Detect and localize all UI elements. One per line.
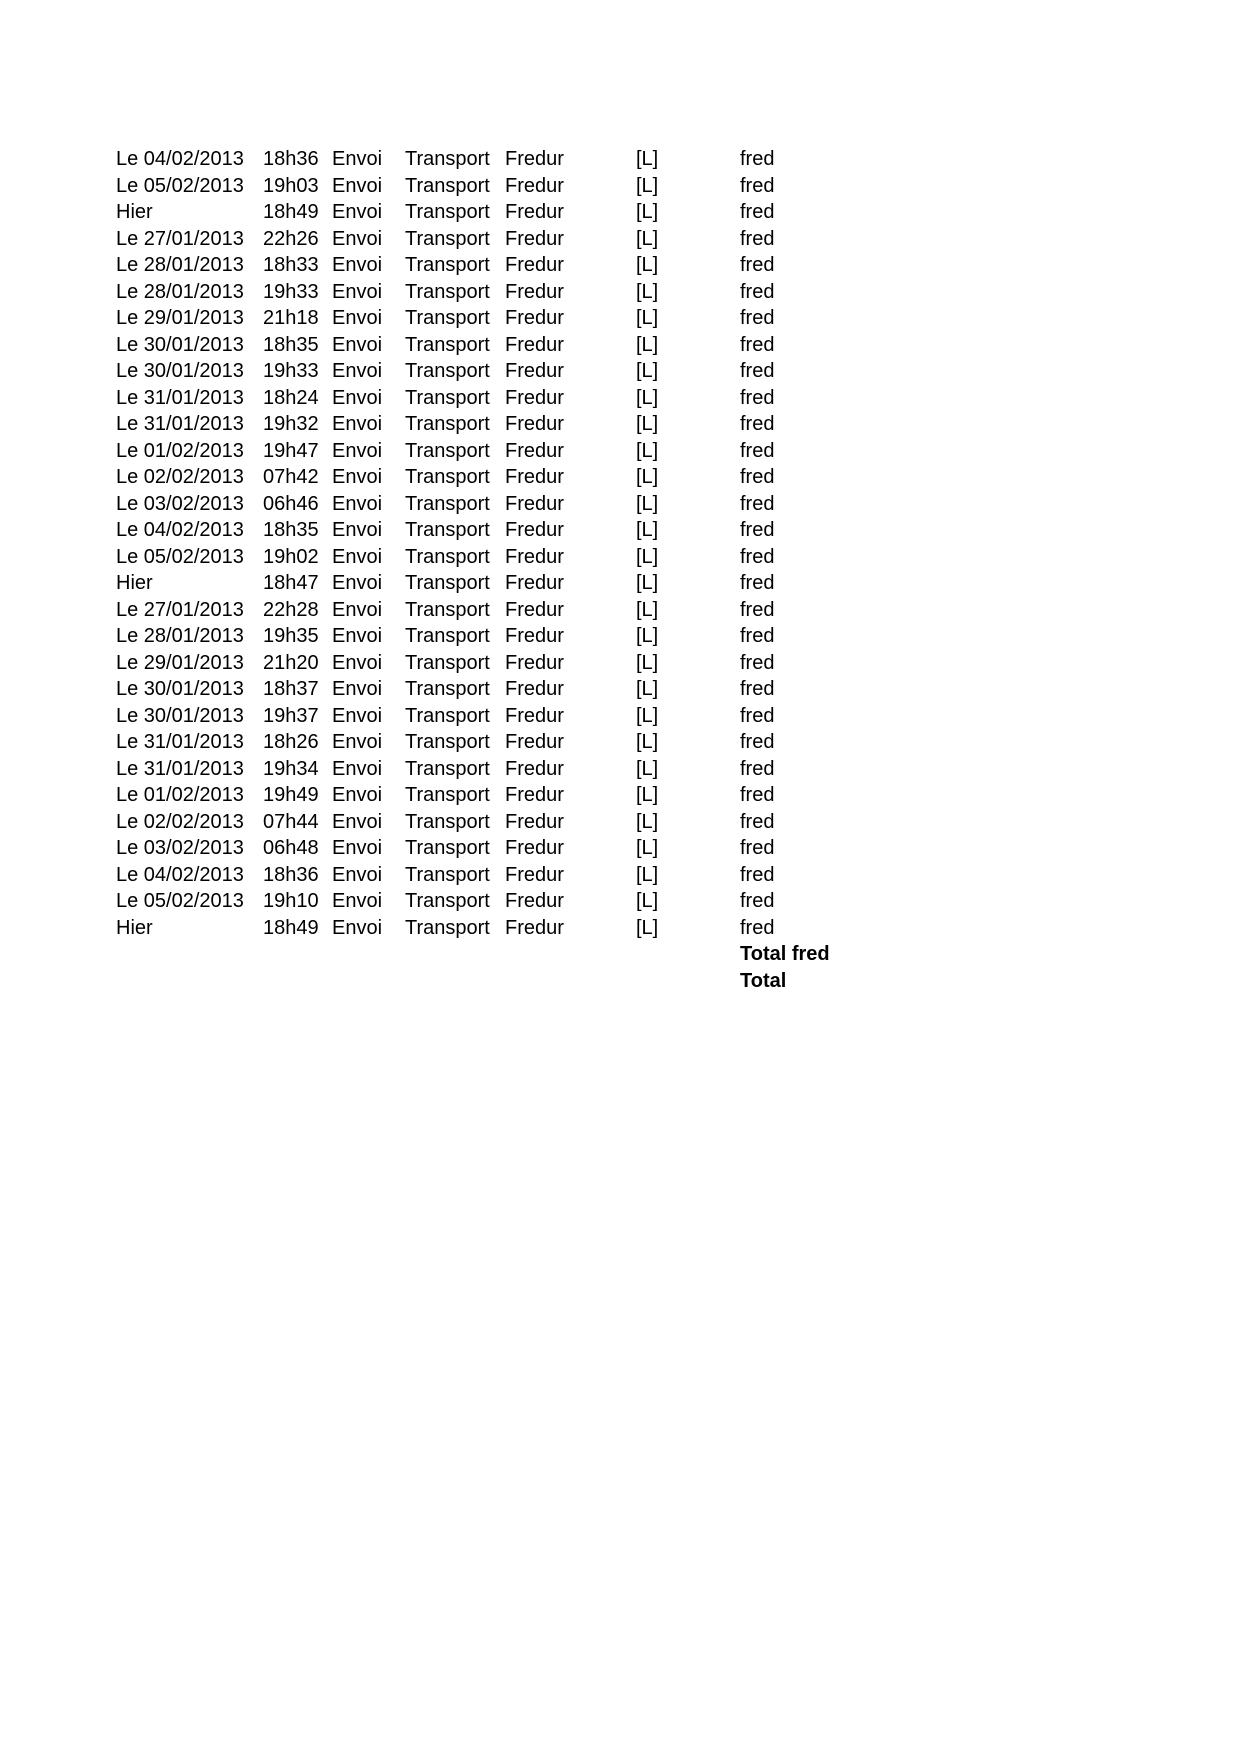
time-cell: 19h10 <box>263 890 319 912</box>
name-cell: Fredur <box>505 360 564 382</box>
name-cell: Fredur <box>505 333 564 356</box>
date-cell: Le 29/01/2013 <box>116 307 244 329</box>
time-cell: 19h34 <box>263 757 319 780</box>
date-cell: Le 30/01/2013 <box>116 704 244 727</box>
name-cell: Fredur <box>505 863 564 886</box>
table-row <box>116 703 916 730</box>
mode-cell: Transport <box>405 651 490 674</box>
time-cell: 19h33 <box>263 360 319 382</box>
name-cell: Fredur <box>505 757 564 780</box>
time-cell: 21h20 <box>263 651 319 674</box>
date-cell: Le 04/02/2013 <box>116 863 244 886</box>
user-cell: fred <box>740 757 775 780</box>
flag-cell: [L] <box>636 863 659 886</box>
flag-cell: [L] <box>636 413 659 435</box>
table-row <box>116 888 916 915</box>
mode-cell: Transport <box>405 148 490 170</box>
date-cell: Hier <box>116 201 153 223</box>
user-cell: fred <box>740 201 775 223</box>
flag-cell: [L] <box>636 360 659 382</box>
flag-cell: [L] <box>636 519 659 541</box>
user-cell: fred <box>740 492 775 515</box>
flag-cell: [L] <box>636 466 659 488</box>
type-cell: Envoi <box>332 916 383 939</box>
type-cell: Envoi <box>332 598 383 621</box>
subtotal-label: Total fred <box>740 943 830 965</box>
time-cell: 19h49 <box>263 784 319 806</box>
date-cell: Le 31/01/2013 <box>116 386 244 409</box>
date-cell: Le 05/02/2013 <box>116 545 244 568</box>
user-cell: fred <box>740 625 775 647</box>
user-cell: fred <box>740 413 775 435</box>
name-cell: Fredur <box>505 227 564 250</box>
type-cell: Envoi <box>332 360 383 382</box>
time-cell: 06h48 <box>263 837 319 859</box>
type-cell: Envoi <box>332 810 383 833</box>
table-row <box>116 226 916 253</box>
table-row <box>116 491 916 518</box>
type-cell: Envoi <box>332 757 383 780</box>
name-cell: Fredur <box>505 201 564 223</box>
time-cell: 07h44 <box>263 810 319 833</box>
table-row <box>116 199 916 226</box>
flag-cell: [L] <box>636 386 659 409</box>
name-cell: Fredur <box>505 678 564 700</box>
type-cell: Envoi <box>332 148 383 170</box>
user-cell: fred <box>740 227 775 250</box>
date-cell: Le 04/02/2013 <box>116 519 244 541</box>
mode-cell: Transport <box>405 572 490 594</box>
user-cell: fred <box>740 174 775 197</box>
type-cell: Envoi <box>332 704 383 727</box>
user-cell: fred <box>740 466 775 488</box>
time-cell: 07h42 <box>263 466 319 488</box>
date-cell: Le 28/01/2013 <box>116 280 244 303</box>
mode-cell: Transport <box>405 704 490 727</box>
mode-cell: Transport <box>405 174 490 197</box>
name-cell: Fredur <box>505 837 564 859</box>
flag-cell: [L] <box>636 784 659 806</box>
time-cell: 18h36 <box>263 148 319 170</box>
flag-cell: [L] <box>636 572 659 594</box>
date-cell: Le 05/02/2013 <box>116 890 244 912</box>
table-row <box>116 332 916 359</box>
user-cell: fred <box>740 863 775 886</box>
user-cell: fred <box>740 545 775 568</box>
name-cell: Fredur <box>505 784 564 806</box>
time-cell: 19h32 <box>263 413 319 435</box>
type-cell: Envoi <box>332 280 383 303</box>
user-cell: fred <box>740 890 775 912</box>
type-cell: Envoi <box>332 174 383 197</box>
name-cell: Fredur <box>505 174 564 197</box>
user-cell: fred <box>740 784 775 806</box>
table-row <box>116 305 916 332</box>
name-cell: Fredur <box>505 439 564 462</box>
name-cell: Fredur <box>505 651 564 674</box>
date-cell: Le 31/01/2013 <box>116 413 244 435</box>
table-row <box>116 862 916 889</box>
flag-cell: [L] <box>636 254 659 276</box>
date-cell: Hier <box>116 572 153 594</box>
user-cell: fred <box>740 519 775 541</box>
name-cell: Fredur <box>505 572 564 594</box>
mode-cell: Transport <box>405 413 490 435</box>
flag-cell: [L] <box>636 890 659 912</box>
type-cell: Envoi <box>332 625 383 647</box>
time-cell: 18h24 <box>263 386 319 409</box>
mode-cell: Transport <box>405 466 490 488</box>
table-row <box>116 782 916 809</box>
type-cell: Envoi <box>332 439 383 462</box>
table-row <box>116 411 916 438</box>
date-cell: Le 27/01/2013 <box>116 227 244 250</box>
mode-cell: Transport <box>405 492 490 515</box>
date-cell: Le 31/01/2013 <box>116 757 244 780</box>
table-row <box>116 729 916 756</box>
name-cell: Fredur <box>505 810 564 833</box>
type-cell: Envoi <box>332 890 383 912</box>
date-cell: Le 30/01/2013 <box>116 360 244 382</box>
name-cell: Fredur <box>505 254 564 276</box>
time-cell: 18h49 <box>263 201 319 223</box>
user-cell: fred <box>740 704 775 727</box>
type-cell: Envoi <box>332 466 383 488</box>
flag-cell: [L] <box>636 280 659 303</box>
type-cell: Envoi <box>332 413 383 435</box>
mode-cell: Transport <box>405 625 490 647</box>
mode-cell: Transport <box>405 916 490 939</box>
flag-cell: [L] <box>636 678 659 700</box>
name-cell: Fredur <box>505 492 564 515</box>
mode-cell: Transport <box>405 784 490 806</box>
time-cell: 18h37 <box>263 678 319 700</box>
mode-cell: Transport <box>405 360 490 382</box>
flag-cell: [L] <box>636 704 659 727</box>
name-cell: Fredur <box>505 890 564 912</box>
date-cell: Le 28/01/2013 <box>116 254 244 276</box>
name-cell: Fredur <box>505 280 564 303</box>
date-cell: Le 27/01/2013 <box>116 598 244 621</box>
flag-cell: [L] <box>636 598 659 621</box>
user-cell: fred <box>740 678 775 700</box>
time-cell: 18h33 <box>263 254 319 276</box>
type-cell: Envoi <box>332 784 383 806</box>
time-cell: 19h03 <box>263 174 319 197</box>
name-cell: Fredur <box>505 386 564 409</box>
flag-cell: [L] <box>636 307 659 329</box>
type-cell: Envoi <box>332 678 383 700</box>
total-row <box>116 968 916 995</box>
date-cell: Le 31/01/2013 <box>116 731 244 753</box>
table-row <box>116 517 916 544</box>
name-cell: Fredur <box>505 598 564 621</box>
flag-cell: [L] <box>636 731 659 753</box>
time-cell: 18h35 <box>263 519 319 541</box>
mode-cell: Transport <box>405 519 490 541</box>
table-row <box>116 464 916 491</box>
date-cell: Le 02/02/2013 <box>116 810 244 833</box>
table-row <box>116 146 916 173</box>
table-row <box>116 544 916 571</box>
time-cell: 18h26 <box>263 731 319 753</box>
user-cell: fred <box>740 148 775 170</box>
time-cell: 19h02 <box>263 545 319 568</box>
flag-cell: [L] <box>636 439 659 462</box>
flag-cell: [L] <box>636 545 659 568</box>
user-cell: fred <box>740 439 775 462</box>
table-row <box>116 756 916 783</box>
time-cell: 19h47 <box>263 439 319 462</box>
type-cell: Envoi <box>332 333 383 356</box>
table-row <box>116 438 916 465</box>
user-cell: fred <box>740 598 775 621</box>
date-cell: Le 30/01/2013 <box>116 333 244 356</box>
mode-cell: Transport <box>405 598 490 621</box>
time-cell: 22h28 <box>263 598 319 621</box>
date-cell: Hier <box>116 916 153 939</box>
table-row <box>116 809 916 836</box>
table-row <box>116 173 916 200</box>
flag-cell: [L] <box>636 625 659 647</box>
flag-cell: [L] <box>636 757 659 780</box>
table-row <box>116 623 916 650</box>
user-cell: fred <box>740 810 775 833</box>
type-cell: Envoi <box>332 519 383 541</box>
date-cell: Le 03/02/2013 <box>116 492 244 515</box>
type-cell: Envoi <box>332 651 383 674</box>
type-cell: Envoi <box>332 863 383 886</box>
table-row <box>116 597 916 624</box>
flag-cell: [L] <box>636 837 659 859</box>
mode-cell: Transport <box>405 837 490 859</box>
flag-cell: [L] <box>636 227 659 250</box>
time-cell: 19h37 <box>263 704 319 727</box>
type-cell: Envoi <box>332 545 383 568</box>
type-cell: Envoi <box>332 227 383 250</box>
mode-cell: Transport <box>405 280 490 303</box>
flag-cell: [L] <box>636 174 659 197</box>
type-cell: Envoi <box>332 837 383 859</box>
mode-cell: Transport <box>405 731 490 753</box>
date-cell: Le 05/02/2013 <box>116 174 244 197</box>
type-cell: Envoi <box>332 307 383 329</box>
table-row <box>116 835 916 862</box>
time-cell: 18h36 <box>263 863 319 886</box>
flag-cell: [L] <box>636 916 659 939</box>
mode-cell: Transport <box>405 890 490 912</box>
name-cell: Fredur <box>505 545 564 568</box>
user-cell: fred <box>740 837 775 859</box>
name-cell: Fredur <box>505 413 564 435</box>
flag-cell: [L] <box>636 201 659 223</box>
type-cell: Envoi <box>332 386 383 409</box>
flag-cell: [L] <box>636 810 659 833</box>
date-cell: Le 30/01/2013 <box>116 678 244 700</box>
mode-cell: Transport <box>405 307 490 329</box>
date-cell: Le 02/02/2013 <box>116 466 244 488</box>
flag-cell: [L] <box>636 148 659 170</box>
user-cell: fred <box>740 731 775 753</box>
name-cell: Fredur <box>505 625 564 647</box>
table-row <box>116 650 916 677</box>
mode-cell: Transport <box>405 254 490 276</box>
name-cell: Fredur <box>505 466 564 488</box>
date-cell: Le 04/02/2013 <box>116 148 244 170</box>
mode-cell: Transport <box>405 863 490 886</box>
time-cell: 18h35 <box>263 333 319 356</box>
mode-cell: Transport <box>405 757 490 780</box>
name-cell: Fredur <box>505 307 564 329</box>
table-row <box>116 358 916 385</box>
name-cell: Fredur <box>505 916 564 939</box>
type-cell: Envoi <box>332 254 383 276</box>
user-cell: fred <box>740 651 775 674</box>
message-log-table <box>116 146 916 994</box>
date-cell: Le 28/01/2013 <box>116 625 244 647</box>
grand-total-label: Total <box>740 969 787 992</box>
time-cell: 21h18 <box>263 307 319 329</box>
flag-cell: [L] <box>636 492 659 515</box>
mode-cell: Transport <box>405 545 490 568</box>
name-cell: Fredur <box>505 731 564 753</box>
table-row <box>116 252 916 279</box>
type-cell: Envoi <box>332 572 383 594</box>
user-cell: fred <box>740 254 775 276</box>
user-cell: fred <box>740 916 775 939</box>
user-cell: fred <box>740 333 775 356</box>
mode-cell: Transport <box>405 227 490 250</box>
table-row <box>116 570 916 597</box>
user-cell: fred <box>740 280 775 303</box>
type-cell: Envoi <box>332 492 383 515</box>
type-cell: Envoi <box>332 201 383 223</box>
mode-cell: Transport <box>405 333 490 356</box>
user-cell: fred <box>740 360 775 382</box>
table-row <box>116 676 916 703</box>
type-cell: Envoi <box>332 731 383 753</box>
mode-cell: Transport <box>405 810 490 833</box>
mode-cell: Transport <box>405 201 490 223</box>
flag-cell: [L] <box>636 333 659 356</box>
table-row <box>116 279 916 306</box>
time-cell: 19h35 <box>263 625 319 647</box>
mode-cell: Transport <box>405 386 490 409</box>
time-cell: 22h26 <box>263 227 319 250</box>
date-cell: Le 01/02/2013 <box>116 784 244 806</box>
name-cell: Fredur <box>505 704 564 727</box>
mode-cell: Transport <box>405 439 490 462</box>
user-cell: fred <box>740 572 775 594</box>
time-cell: 18h47 <box>263 572 319 594</box>
date-cell: Le 03/02/2013 <box>116 837 244 859</box>
table-row <box>116 915 916 942</box>
name-cell: Fredur <box>505 148 564 170</box>
name-cell: Fredur <box>505 519 564 541</box>
date-cell: Le 29/01/2013 <box>116 651 244 674</box>
mode-cell: Transport <box>405 678 490 700</box>
flag-cell: [L] <box>636 651 659 674</box>
total-row <box>116 941 916 968</box>
time-cell: 19h33 <box>263 280 319 303</box>
date-cell: Le 01/02/2013 <box>116 439 244 462</box>
user-cell: fred <box>740 307 775 329</box>
user-cell: fred <box>740 386 775 409</box>
time-cell: 06h46 <box>263 492 319 515</box>
time-cell: 18h49 <box>263 916 319 939</box>
table-row <box>116 385 916 412</box>
